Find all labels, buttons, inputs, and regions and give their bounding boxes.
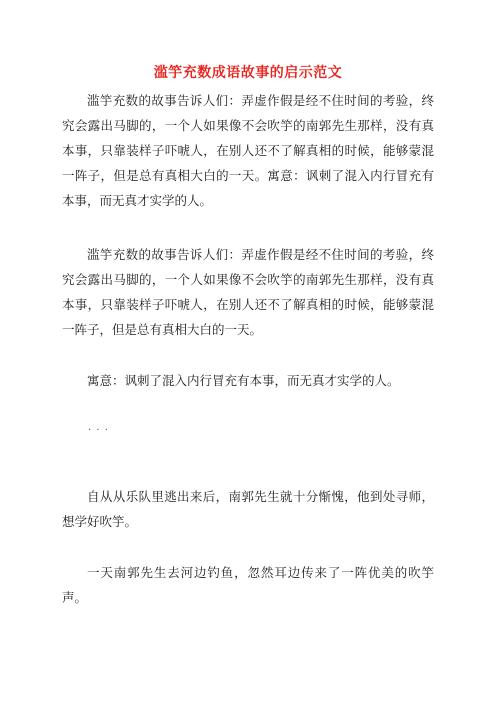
paragraph-1: 滥竽充数的故事告诉人们：弄虚作假是经不住时间的考验，终究会露出马脚的，一个人如果像不会吹竽的南郭先生那样，没有真本事，只靠装样子吓唬人，在别人还不了解真相的时候，能够蒙混一阵子，但是总有真相大白的一天。寓意：讽刺了混入内行冒充有本事，而无真才实学的人。 bbox=[62, 93, 434, 208]
document-title: 滥竽充数成语故事的启示范文 bbox=[153, 65, 343, 81]
paragraph-3: 寓意：讽刺了混入内行冒充有本事，而无真才实学的人。 bbox=[87, 373, 400, 388]
paragraph-5: 一天南郭先生去河边钓鱼，忽然耳边传来了一阵优美的吹竽声。 bbox=[62, 565, 434, 605]
paragraph-4: 自从从乐队里逃出来后，南郭先生就十分惭愧，他到处寻师，想学好吹竽。 bbox=[62, 489, 434, 529]
paragraph-2: 滥竽充数的故事告诉人们：弄虚作假是经不住时间的考验，终究会露出马脚的，一个人如果像不会吹竽的南郭先生那样，没有真本事，只靠装样子吓唬人，在别人还不了解真相的时候，能够蒙混一阵子，但是总有真相大白的一天。 bbox=[62, 247, 434, 337]
ellipsis-separator: · · · bbox=[88, 425, 109, 436]
